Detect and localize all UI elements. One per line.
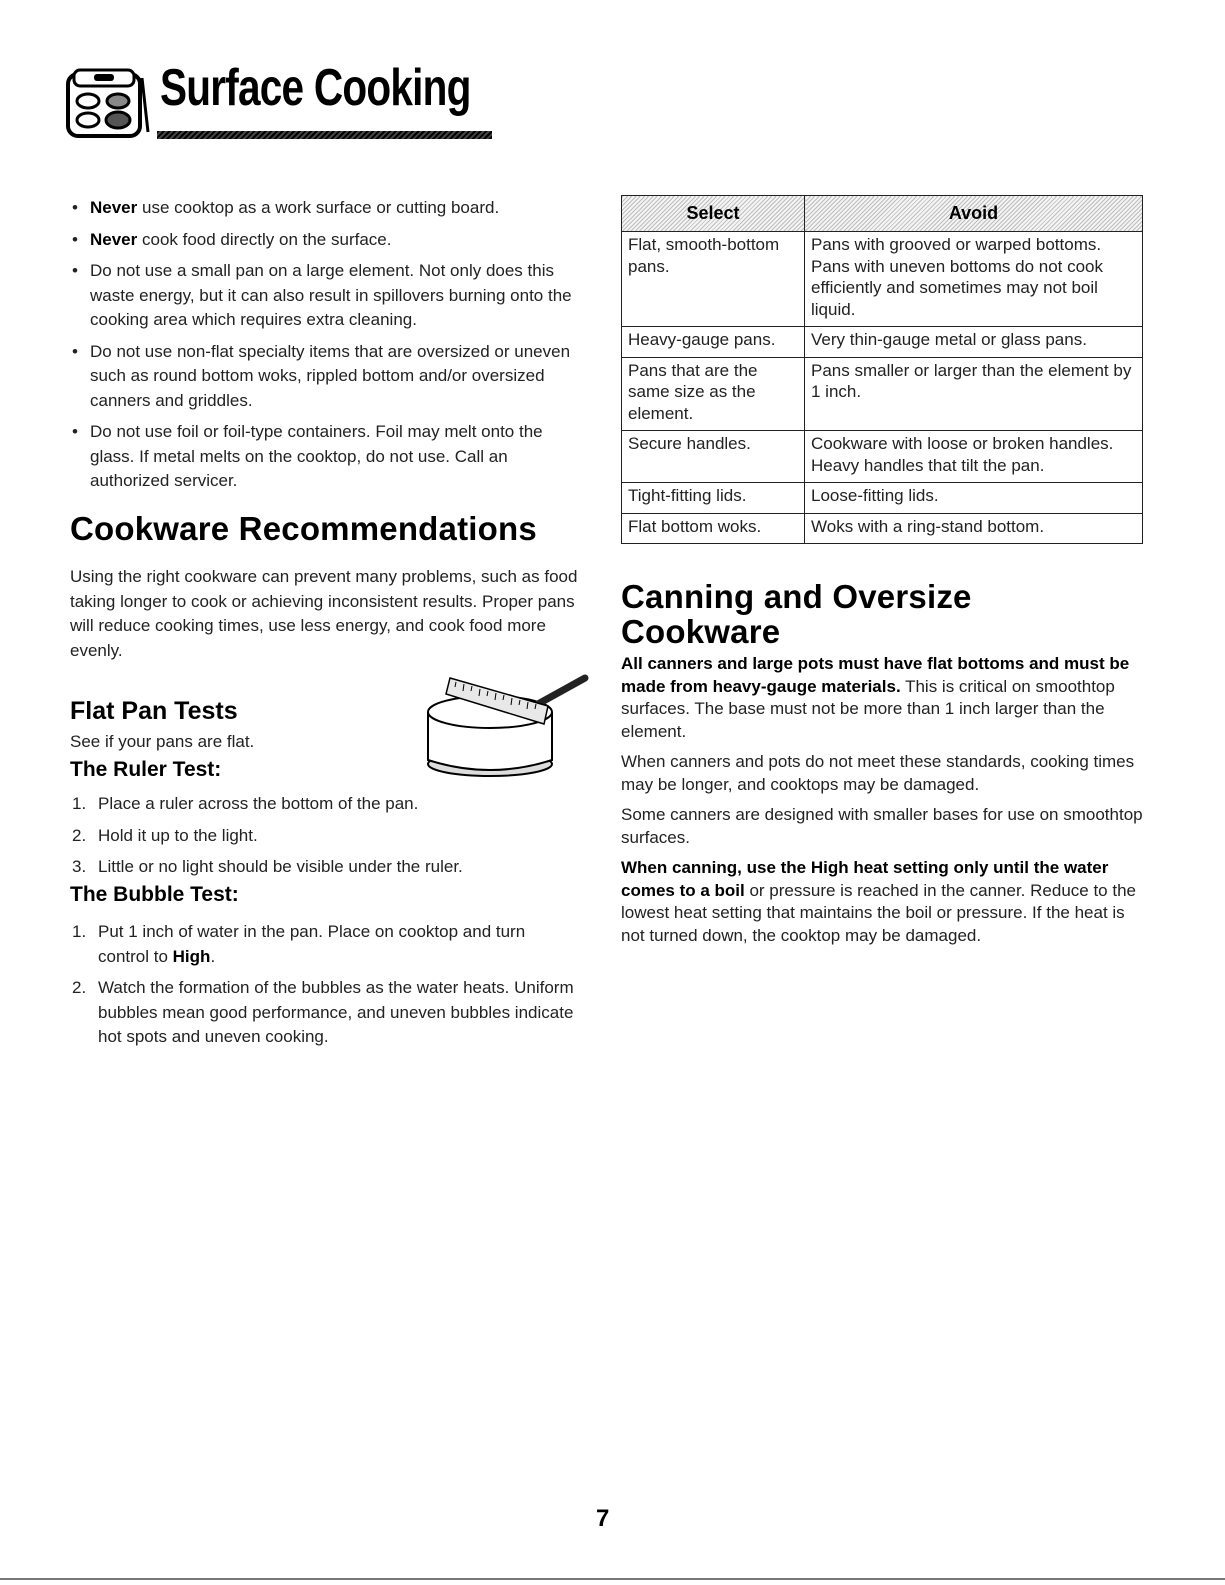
select-cell: Tight-fitting lids.	[622, 483, 805, 514]
paragraph: When canning, use the High heat setting only until the water comes to a boil or pressure is reached in the canner. Reduce to the lowest heat setting that maintains the boil or pressure. If the heat is not turned down, the cooktop may be damaged.	[621, 858, 1136, 945]
list-item: 3. Little or no light should be visible under the ruler.	[72, 857, 463, 876]
table-row	[622, 327, 1143, 358]
warning-list	[70, 196, 590, 501]
cookware-heading: Cookware Recommendations	[70, 510, 537, 547]
cooktop-icon	[66, 68, 150, 140]
pan-with-ruler-illustration	[420, 672, 590, 784]
avoid-cell: Cookware with loose or broken handles. Heavy handles that tilt the pan.	[805, 431, 1143, 483]
page-bottom-rule	[0, 1578, 1225, 1580]
select-cell: Flat bottom woks.	[622, 513, 805, 544]
list-item: • Do not use foil or foil-type containers. Foil may melt onto the glass. If metal melts on the cooktop, do not use. Call an authorized servicer.	[70, 420, 590, 494]
cookware-table	[621, 195, 1143, 544]
flat-pan-heading: Flat Pan Tests	[70, 697, 238, 725]
list-item: • Never use cooktop as a work surface or cutting board.	[70, 196, 590, 221]
list-item: • Never cook food directly on the surface.	[70, 228, 590, 253]
ruler-test-heading: The Ruler Test:	[70, 758, 222, 781]
list-item: 2. Watch the formation of the bubbles as the water heats. Uniform bubbles mean good performance, and uneven bubbles indicate hot spots and uneven cooking.	[72, 978, 574, 1046]
avoid-cell: Pans with grooved or warped bottoms. Pans with uneven bottoms do not cook efficiently and sometimes may not boil liquid.	[805, 232, 1143, 327]
select-cell: Heavy-gauge pans.	[622, 327, 805, 358]
paragraph: When canners and pots do not meet these standards, cooking times may be longer, and cooktops may be damaged.	[621, 752, 1135, 794]
list-item: 1. Place a ruler across the bottom of the pan.	[72, 794, 419, 813]
list-item: • Do not use non-flat specialty items that are oversized or uneven such as round bottom woks, rippled bottom and/or oversized canners and griddles.	[70, 340, 590, 414]
table-row	[622, 431, 1143, 483]
canning-heading: Canning and Oversize Cookware	[621, 578, 972, 650]
list-item: • Do not use a small pan on a large element. Not only does this waste energy, but it can also result in spillovers burning onto the cooking area which requires extra cleaning.	[70, 259, 590, 333]
paragraph: Some canners are designed with smaller bases for use on smoothtop surfaces.	[621, 805, 1143, 847]
bubble-test-steps	[70, 920, 580, 1057]
avoid-cell: Pans smaller or larger than the element by 1 inch.	[805, 357, 1143, 431]
avoid-cell: Very thin-gauge metal or glass pans.	[805, 327, 1143, 358]
table-header-row	[622, 196, 1143, 232]
list-item: 2. Hold it up to the light.	[72, 825, 258, 845]
page-title: Surface Cooking	[160, 59, 471, 117]
avoid-cell: Woks with a ring-stand bottom.	[805, 513, 1143, 544]
table-row	[622, 357, 1143, 431]
bubble-test-heading: The Bubble Test:	[70, 883, 239, 906]
list-item: 1. Put 1 inch of water in the pan. Place on cooktop and turn control to High.	[72, 922, 526, 966]
cookware-intro: Using the right cookware can prevent many problems, such as food taking longer to cook or achieving inconsistent results. Proper pans will reduce cooking times, use less energy, and cook food more evenly.	[70, 567, 578, 660]
select-cell: Pans that are the same size as the element.	[622, 357, 805, 431]
flat-pan-subtitle: See if your pans are flat.	[70, 732, 255, 751]
select-cell: Secure handles.	[622, 431, 805, 483]
table-row	[622, 513, 1143, 544]
column-header-avoid: Avoid	[805, 196, 1143, 232]
title-underline	[157, 131, 492, 139]
canning-text	[621, 653, 1146, 955]
paragraph: All canners and large pots must have flat bottoms and must be made from heavy-gauge materials. This is critical on smoothtop surfaces. The base must not be more than 1 inch larger than the element.	[621, 654, 1130, 741]
select-cell: Flat, smooth-bottom pans.	[622, 232, 805, 327]
ruler-test-steps	[70, 792, 580, 887]
column-header-select: Select	[622, 196, 805, 232]
page-number: 7	[596, 1505, 610, 1532]
avoid-cell: Loose-fitting lids.	[805, 483, 1143, 514]
table-row	[622, 483, 1143, 514]
table-row	[622, 232, 1143, 327]
